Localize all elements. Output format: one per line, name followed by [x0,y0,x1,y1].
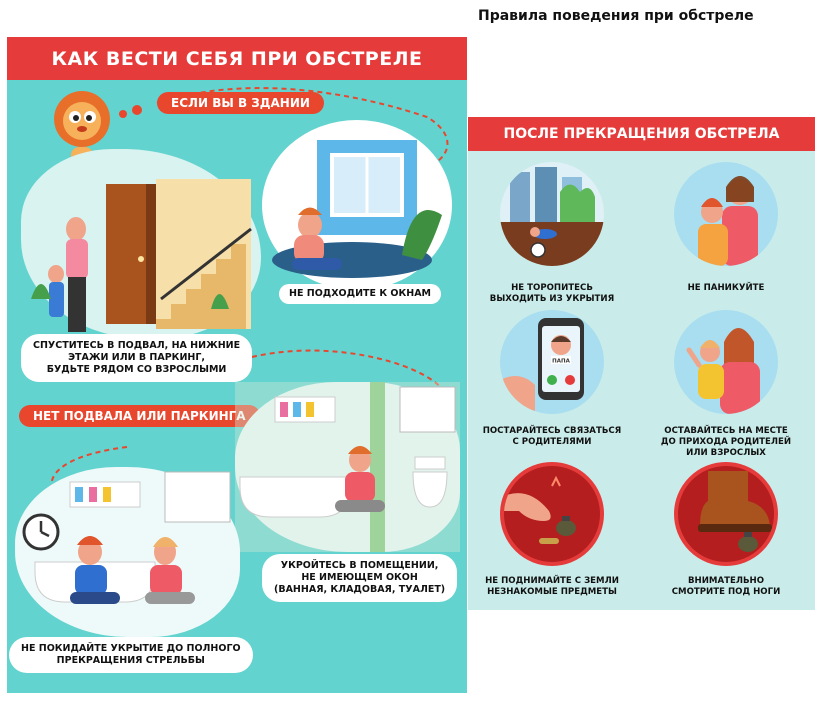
caption-shelter-line-2: ПРЕКРАЩЕНИЯ СТРЕЛЬБЫ [56,655,205,666]
bath-children-scene [15,467,240,637]
caption-basement-line-2: ЭТАЖИ ИЛИ В ПАРКИНГ, [68,352,206,363]
illustration-watch-step [674,462,778,566]
left-poster [7,37,467,693]
caption-room-line-2: НЕ ИМЕЮЩЕМ ОКОН [301,572,418,583]
illustration-phone-call [500,310,604,414]
section-no-basement-pill: НЕТ ПОДВАЛА ИЛИ ПАРКИНГА [19,405,260,427]
left-poster-title: КАК ВЕСТИ СЕБЯ ПРИ ОБСТРЕЛЕ [7,37,467,80]
caption-stay-put [651,426,801,459]
page-title: Правила поведения при обстреле [478,8,754,24]
caption-contact-parents [477,426,627,448]
stairs-scene [21,149,261,339]
caption-shelter [9,637,253,673]
caption-room [262,554,457,602]
illustration-shelter-exit [500,162,604,266]
right-poster [468,117,815,610]
caption-basement [21,334,252,382]
caption-shelter-line-1: НЕ ПОКИДАЙТЕ УКРЫТИЕ ДО ПОЛНОГО [21,643,241,654]
caption-no-pickup [477,576,627,598]
illustration-no-pickup [500,462,604,566]
caption-no-panic [651,283,801,294]
section-building-pill: ЕСЛИ ВЫ В ЗДАНИИ [157,92,324,114]
caption-no-hurry-line-1: НЕ ТОРОПИТЕСЬ [511,283,593,293]
caption-contact-parents-line-2: С РОДИТЕЛЯМИ [512,437,592,447]
caption-no-hurry-line-2: ВЫХОДИТЬ ИЗ УКРЫТИЯ [489,294,615,304]
caption-watch-step-line-2: СМОТРИТЕ ПОД НОГИ [671,587,781,597]
caption-no-pickup-line-2: НЕЗНАКОМЫЕ ПРЕДМЕТЫ [487,587,617,597]
caption-windows-line: НЕ ПОДХОДИТЕ К ОКНАМ [289,288,431,299]
phone-contact-label: ПАПА [552,358,570,365]
caption-stay-put-line-1: ОСТАВАЙТЕСЬ НА МЕСТЕ [664,426,788,436]
caption-basement-line-3: БУДЬТЕ РЯДОМ СО ВЗРОСЛЫМИ [46,364,227,375]
caption-watch-step-line-1: ВНИМАТЕЛЬНО [687,576,765,586]
caption-basement-line-1: СПУСТИТЕСЬ В ПОДВАЛ, НА НИЖНИЕ [33,340,241,351]
thought-bubble-dots [117,102,157,122]
right-poster-title: ПОСЛЕ ПРЕКРАЩЕНИЯ ОБСТРЕЛА [468,117,815,151]
caption-room-line-3: (ВАННАЯ, КЛАДОВАЯ, ТУАЛЕТ) [274,584,446,595]
caption-stay-put-line-2: ДО ПРИХОДА РОДИТЕЛЕЙ [660,437,792,447]
caption-no-hurry [477,283,627,305]
caption-watch-step [651,576,801,598]
caption-no-pickup-line-1: НЕ ПОДНИМАЙТЕ С ЗЕМЛИ [485,576,619,586]
window-scene [262,120,452,290]
caption-no-panic-line-1: НЕ ПАНИКУЙТЕ [687,283,765,293]
caption-windows [279,284,441,304]
clock-icon [21,512,61,552]
caption-room-line-1: УКРОЙТЕСЬ В ПОМЕЩЕНИИ, [280,560,439,571]
illustration-stay-put [674,310,778,414]
illustration-no-panic [674,162,778,266]
bathroom-scene [235,382,460,552]
caption-contact-parents-line-1: ПОСТАРАЙТЕСЬ СВЯЗАТЬСЯ [482,426,622,436]
caption-stay-put-line-3: ИЛИ ВЗРОСЛЫХ [686,448,766,458]
